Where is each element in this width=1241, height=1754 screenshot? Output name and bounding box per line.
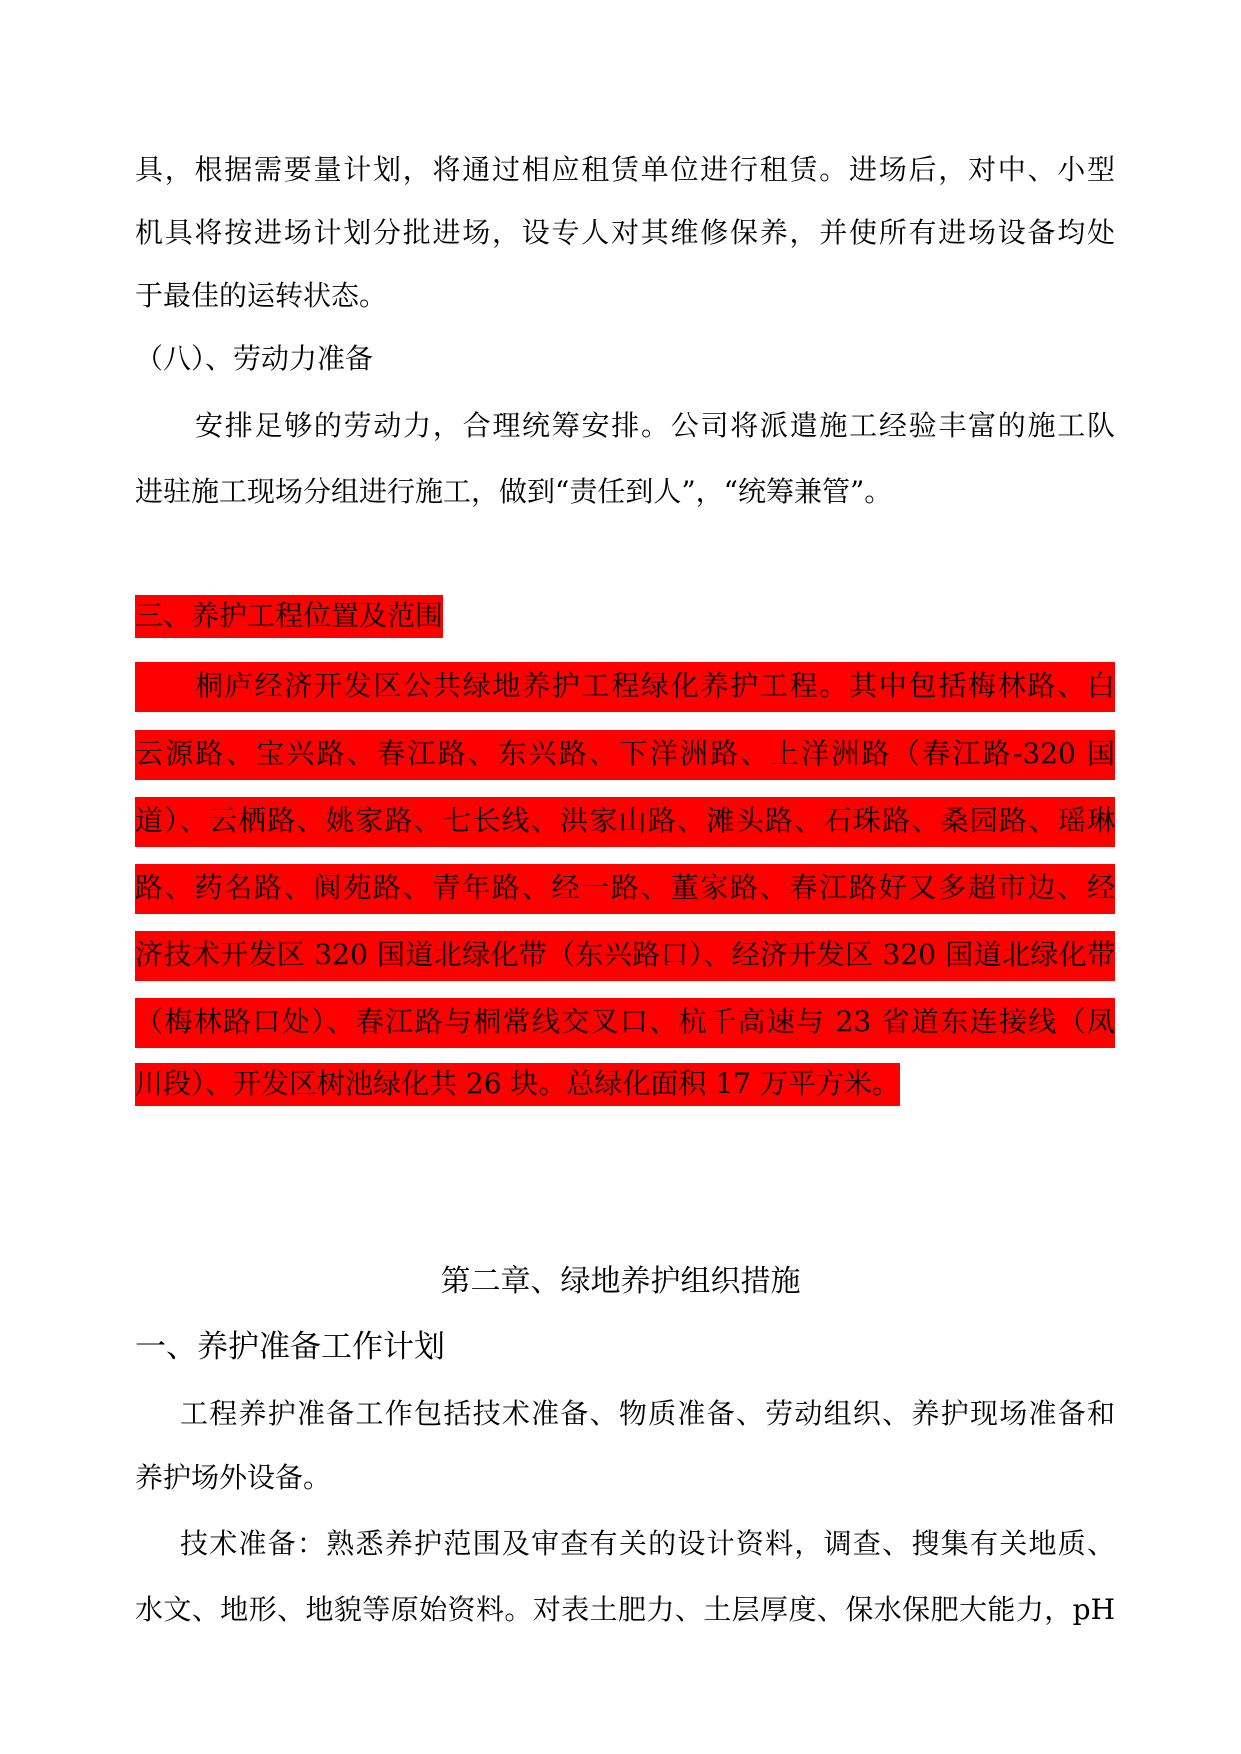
paragraph-line: 水文、地形、地貌等原始资料。对表土肥力、土层厚度、保水保肥大能力，pH [135,1593,1115,1626]
scope-line [135,730,1115,780]
paragraph-line: 工程养护准备工作包括技术准备、物质准备、劳动组织、养护现场准备和 [180,1397,1115,1430]
scope-line [135,998,1115,1048]
paragraph-line: 进驻施工现场分组进行施工，做到“责任到人”，“统筹兼管”。 [135,475,893,508]
paragraph-line: 机具将按进场计划分批进场，设专人对其维修保养，并使所有进场设备均处 [135,216,1115,249]
paragraph-line: 于最佳的运转状态。 [135,279,388,312]
paragraph-line: 安排足够的劳动力，合理统筹安排。公司将派遣施工经验丰富的施工队 [195,409,1115,442]
highlighted-text: 云源路、宝兴路、春江路、东兴路、下洋洲路、上洋洲路（春江路-320 国 [135,730,1115,780]
scope-line [135,797,1115,847]
highlighted-text: 川段）、开发区树池绿化共 26 块。总绿化面积 17 万平方米。 [135,1063,900,1106]
highlighted-text: 道）、云栖路、姚家路、七长线、洪家山路、滩头路、石珠路、桑园路、瑶琳 [135,797,1115,847]
highlighted-text: 路、药名路、阆苑路、青年路、经一路、董家路、春江路好又多超市边、经 [135,864,1115,914]
scope-line [135,931,1115,981]
chapter-title: 第二章、绿地养护组织措施 [440,1264,801,1299]
paragraph-line: 技术准备：熟悉养护范围及审查有关的设计资料，调查、搜集有关地质、 [180,1527,1115,1560]
scope-line [135,1064,1115,1104]
highlighted-heading: 三、养护工程位置及范围 [135,595,443,638]
paragraph-line: 具，根据需要量计划，将通过相应租赁单位进行租赁。进场后，对中、小型 [135,153,1115,186]
scope-line [135,864,1115,914]
highlighted-text: 桐庐经济开发区公共绿地养护工程绿化养护工程。其中包括梅林路、白 [135,662,1115,712]
scope-line [135,662,1115,712]
section-heading-prep: 一、养护准备工作计划 [135,1329,445,1365]
highlighted-text: 济技术开发区 320 国道北绿化带（东兴路口）、经济开发区 320 国道北绿化带 [135,931,1115,981]
section-heading-scope [135,596,1115,636]
highlighted-text: （梅林路口处）、春江路与桐常线交叉口、杭千高速与 23 省道东连接线（凤 [135,998,1115,1048]
section-heading-labor: （八）、劳动力准备 [135,342,374,375]
paragraph-line: 养护场外设备。 [135,1461,332,1494]
